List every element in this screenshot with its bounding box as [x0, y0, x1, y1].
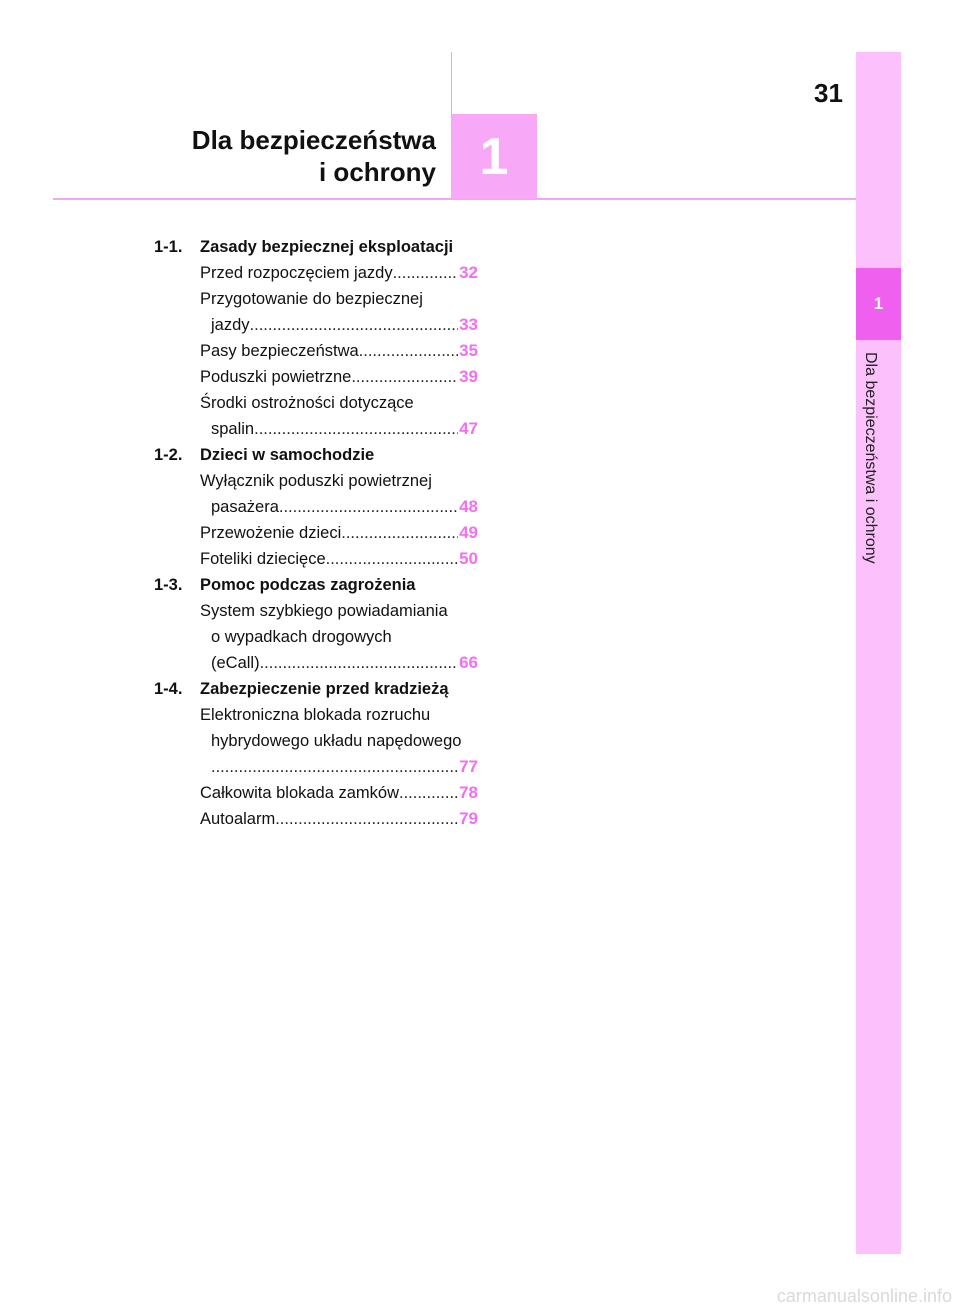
toc-section-heading[interactable] — [154, 676, 478, 702]
toc-page-link[interactable]: 47 — [459, 419, 478, 438]
toc-entry[interactable] — [200, 702, 478, 780]
toc-page-link[interactable]: 39 — [459, 367, 478, 386]
toc-entry-leader-row — [200, 650, 478, 676]
toc-entry-leader-row — [200, 338, 478, 364]
toc-entry-leader-row — [200, 520, 478, 546]
toc-entry-title: pasażera — [211, 498, 279, 516]
dot-leader — [351, 364, 458, 390]
toc-page-link[interactable]: 66 — [459, 653, 478, 672]
toc-entry[interactable] — [200, 260, 478, 286]
toc-page-link[interactable]: 77 — [459, 757, 478, 776]
dot-leader — [260, 650, 458, 676]
toc-section-title: Dzieci w samochodzie — [200, 446, 375, 464]
toc-entry-leader-row — [200, 416, 478, 442]
toc-section-number: 1-3. — [154, 576, 183, 594]
watermark: carmanualsonline.info — [776, 1286, 952, 1306]
toc-entry[interactable] — [200, 520, 478, 546]
toc-section-heading[interactable] — [154, 442, 478, 468]
toc-entry-leader-row — [200, 754, 478, 780]
page-number: 31 — [814, 78, 843, 108]
dot-leader — [393, 260, 459, 286]
dot-leader — [359, 338, 458, 364]
toc-section-title: Pomoc podczas zagrożenia — [200, 576, 416, 594]
chapter-number-box — [451, 114, 537, 199]
dot-leader — [326, 546, 458, 572]
dot-leader — [341, 520, 458, 546]
dot-leader — [250, 312, 459, 338]
toc-entry-line: o wypadkach drogowych — [211, 628, 392, 646]
toc-page-link[interactable]: 33 — [459, 315, 478, 334]
dot-leader — [211, 754, 458, 780]
toc-entry-line: hybrydowego układu napędowego — [211, 732, 462, 750]
toc-entry[interactable] — [200, 546, 478, 572]
dot-leader — [275, 806, 458, 832]
toc-entry-title: (eCall) — [211, 654, 260, 672]
dot-leader — [399, 780, 458, 806]
toc-entry[interactable] — [200, 364, 478, 390]
toc-entry-title: jazdy — [211, 316, 250, 334]
toc-page-link[interactable]: 49 — [459, 523, 478, 542]
toc-entry[interactable] — [200, 390, 478, 442]
toc-entry[interactable] — [200, 598, 478, 676]
chapter-title — [192, 124, 436, 188]
toc-page-link[interactable]: 48 — [459, 497, 478, 516]
toc-section-title: Zabezpieczenie przed kradzieżą — [200, 680, 449, 698]
toc-section-number: 1-4. — [154, 680, 183, 698]
toc-entry-leader-row — [200, 364, 478, 390]
chapter-title-line1: Dla bezpieczeństwa — [191, 125, 436, 155]
toc-entry-title: Foteliki dziecięce — [200, 550, 326, 568]
toc-entry-title: Przed rozpoczęciem jazdy — [200, 264, 393, 282]
table-of-contents — [154, 234, 478, 832]
side-tab-number[interactable] — [856, 268, 901, 340]
toc-section-title: Zasady bezpiecznej eksploatacji — [200, 238, 454, 256]
toc-entry-line: Środki ostrożności dotyczące — [200, 394, 414, 412]
toc-section-number: 1-2. — [154, 446, 183, 464]
toc-entry-leader-row — [200, 494, 478, 520]
toc-page-link[interactable]: 35 — [459, 341, 478, 360]
toc-entry[interactable] — [200, 468, 478, 520]
toc-entry-title: spalin — [211, 420, 255, 438]
header-vertical-rule — [451, 52, 452, 114]
toc-entry-title: Poduszki powietrzne — [200, 368, 352, 386]
toc-section-heading[interactable] — [154, 572, 478, 598]
chapter-number: 1 — [479, 127, 509, 186]
toc-section-heading[interactable] — [154, 234, 478, 260]
toc-entry-line: Elektroniczna blokada rozruchu — [200, 706, 431, 724]
toc-entry-leader-row — [200, 806, 478, 832]
toc-entry[interactable] — [200, 806, 478, 832]
toc-entry[interactable] — [200, 338, 478, 364]
side-tab-strip — [856, 52, 901, 1254]
toc-entry-leader-row — [200, 260, 478, 286]
side-tab-label: Dla bezpieczeństwa i ochrony — [862, 352, 879, 564]
toc-entry-leader-row — [200, 780, 478, 806]
toc-entry[interactable] — [200, 780, 478, 806]
toc-page-link[interactable]: 32 — [459, 263, 478, 282]
toc-entry-title: Przewożenie dzieci — [200, 524, 342, 542]
side-tab-number-text: 1 — [873, 294, 884, 313]
toc-entry-title: Całkowita blokada zamków — [200, 784, 400, 802]
toc-entry-title: Autoalarm — [200, 810, 276, 828]
toc-section-number: 1-1. — [154, 238, 183, 256]
dot-leader — [279, 494, 458, 520]
toc-entry-leader-row — [200, 312, 478, 338]
toc-page-link[interactable]: 79 — [459, 809, 478, 828]
toc-page-link[interactable]: 78 — [459, 783, 478, 802]
toc-entry[interactable] — [200, 286, 478, 338]
chapter-title-line2: i ochrony — [318, 157, 436, 187]
toc-entry-title: Pasy bezpieczeństwa — [200, 342, 359, 360]
toc-page-link[interactable]: 50 — [459, 549, 478, 568]
toc-entry-line: Wyłącznik poduszki powietrznej — [200, 472, 432, 490]
toc-entry-leader-row — [200, 546, 478, 572]
dot-leader — [254, 416, 458, 442]
toc-entry-line: Przygotowanie do bezpiecznej — [200, 290, 423, 308]
toc-entry-line: System szybkiego powiadamiania — [200, 602, 448, 620]
